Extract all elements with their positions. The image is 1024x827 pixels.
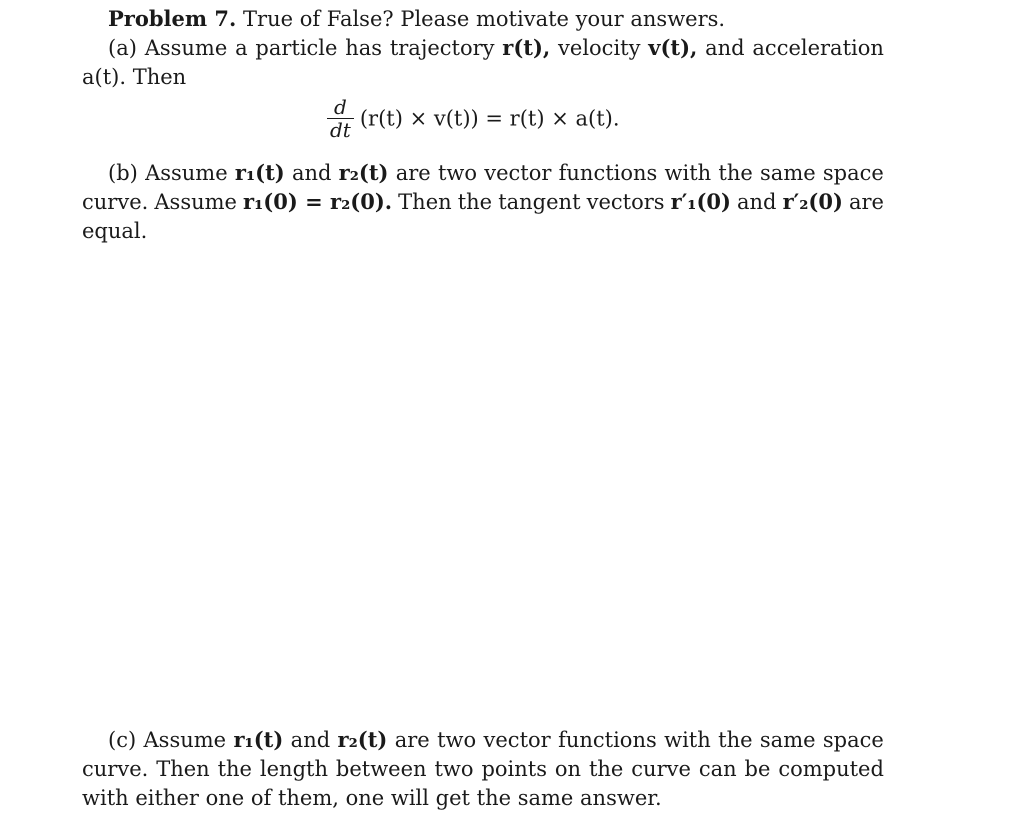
word: curve	[631, 757, 691, 781]
word: curve.	[82, 190, 149, 214]
word: space	[822, 728, 884, 752]
word: two	[434, 757, 474, 781]
word: length	[259, 757, 328, 781]
word: Then	[398, 190, 452, 214]
word: with	[664, 161, 712, 185]
part-b-line-1	[108, 160, 884, 186]
part-a-then: a(t). Then	[82, 65, 187, 89]
word: and	[291, 161, 332, 185]
part-a-equation	[327, 96, 620, 141]
word: the	[457, 190, 493, 214]
math-r2-of-t: r₂(t)	[338, 160, 389, 185]
problem-heading-line	[108, 6, 725, 32]
word: and	[737, 190, 777, 214]
word: between	[335, 757, 427, 781]
word: has	[345, 36, 383, 60]
word: acceleration	[752, 36, 884, 60]
word: same	[760, 161, 816, 185]
word: space	[822, 161, 884, 185]
word: Then	[156, 757, 210, 781]
word: computed	[778, 757, 884, 781]
word: points	[481, 757, 547, 781]
word: Assume	[145, 161, 228, 185]
word: are	[395, 161, 431, 185]
word: vectors	[586, 190, 665, 214]
part-a-line-2	[82, 64, 186, 90]
word: Assume	[144, 36, 228, 60]
word: are	[848, 190, 884, 214]
word: and	[705, 36, 745, 60]
math-r1-equals-r2: r₁(0) = r₂(0).	[243, 189, 393, 214]
part-a-line-1	[108, 35, 884, 61]
word: the	[718, 161, 753, 185]
word: on	[554, 757, 582, 781]
part-c-line-3	[82, 785, 662, 811]
word: tangent	[498, 190, 581, 214]
part-b-line-2	[82, 189, 884, 215]
part-c-label: (c)	[108, 728, 137, 752]
math-v-of-t: v(t),	[648, 35, 698, 60]
word: two	[437, 728, 477, 752]
part-b-label: (b)	[108, 161, 138, 185]
word: with	[664, 728, 711, 752]
math-r-of-t: r(t),	[502, 35, 551, 60]
part-b-equal: equal.	[82, 219, 148, 243]
word: functions	[558, 161, 658, 185]
word: the	[718, 728, 753, 752]
word: the	[588, 757, 624, 781]
part-b-line-3	[82, 218, 147, 244]
word: velocity	[558, 36, 641, 60]
equation-expression: (r(t) × v(t)) = r(t) × a(t).	[359, 106, 620, 131]
word: trajectory	[389, 36, 495, 60]
word: are	[394, 728, 430, 752]
word: particle	[255, 36, 338, 60]
part-c-last-line: with either one of them, one will get the same answer.	[82, 786, 662, 810]
math-r2-of-t: r₂(t)	[337, 727, 388, 752]
word: and	[290, 728, 331, 752]
word: functions	[558, 728, 657, 752]
word: vector	[484, 161, 552, 185]
fraction-numerator: d	[327, 96, 354, 119]
word: vector	[483, 728, 551, 752]
math-r2-prime: r′₂(0)	[782, 189, 843, 214]
word: Assume	[143, 728, 227, 752]
part-c-line-1	[108, 727, 884, 753]
word: two	[437, 161, 477, 185]
part-c-line-2	[82, 756, 884, 782]
word: can	[698, 757, 737, 781]
word: curve.	[82, 757, 149, 781]
part-a-label: (a)	[108, 36, 137, 60]
derivative-fraction	[327, 96, 354, 141]
math-r1-of-t: r₁(t)	[233, 727, 284, 752]
math-r1-prime: r′₁(0)	[670, 189, 731, 214]
problem-prompt: True of False? Please motivate your answers.	[243, 7, 726, 31]
word: Assume	[154, 190, 237, 214]
math-r1-of-t: r₁(t)	[234, 160, 285, 185]
word: the	[217, 757, 252, 781]
fraction-denominator: dt	[330, 118, 351, 142]
problem-title: Problem 7.	[108, 6, 237, 31]
word: same	[759, 728, 816, 752]
word: be	[744, 757, 771, 781]
word: a	[235, 36, 248, 60]
